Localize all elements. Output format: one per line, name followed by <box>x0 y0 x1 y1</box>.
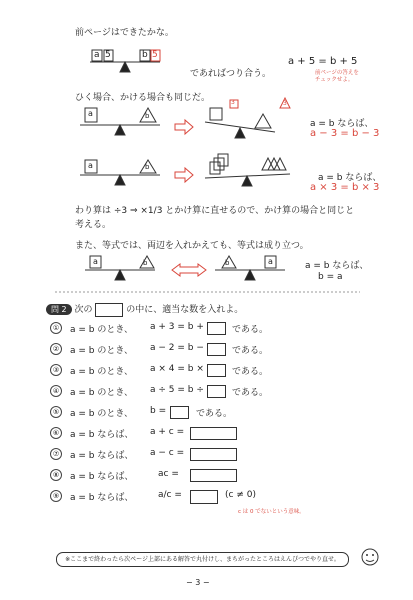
weight-label-5-red: 5 <box>152 50 158 60</box>
c-note: c は 0 でないという意味。 <box>238 509 305 515</box>
weight-label-b-2: b <box>145 112 150 120</box>
question-expression: a + 3 = b + <box>150 322 204 332</box>
swap-text: また、等式では、両辺を入れかえても、等式は成り立つ。 <box>75 241 309 251</box>
weight-label-3-triangle: 3 <box>283 100 287 107</box>
weight-label-b-5: b <box>225 259 230 267</box>
question-condition: a = b ならば、 <box>70 493 134 503</box>
question-condition: a = b のとき、 <box>70 409 133 419</box>
question-number: ③ <box>50 364 62 376</box>
question-end: である。 <box>196 409 233 419</box>
if-a-eq-b-3: a = b ならば、 <box>305 261 369 271</box>
weight-label-5: 5 <box>105 50 111 60</box>
question-expression: a − 2 = b − <box>150 343 204 353</box>
intro-text: 前ページはできたかな。 <box>75 28 174 38</box>
question-number: ④ <box>50 385 62 397</box>
weight-label-a: a <box>94 50 100 60</box>
if-a-eq-b-2: a = b ならば、 <box>318 173 382 183</box>
question-condition: a = b のとき、 <box>70 388 133 398</box>
division-text-1: わり算は ÷3 ⇒ ×1/3 とかけ算に直せるので、かけ算の場合と同じと <box>75 206 355 216</box>
question-number: ⑧ <box>50 469 62 481</box>
if-a-eq-b-1: a = b ならば、 <box>310 119 374 129</box>
weight-label-a-5: a <box>268 257 273 266</box>
question-condition: a = b ならば、 <box>70 472 134 482</box>
question-end: である。 <box>232 346 269 356</box>
balance-text: であればつり合う。 <box>190 69 272 79</box>
question-expression: a + c = <box>150 427 185 437</box>
question-number: ② <box>50 343 62 355</box>
weight-label-a-3: a <box>88 161 93 170</box>
sub-mul-title: ひく場合、かける場合も同じだ。 <box>75 93 211 103</box>
question-expression: a ÷ 5 = b ÷ <box>150 385 204 395</box>
question-number: ⑨ <box>50 490 62 502</box>
question-number: ① <box>50 322 62 334</box>
question-end: である。 <box>232 388 269 398</box>
question-expression: b = <box>150 406 167 416</box>
question-end: である。 <box>232 367 269 377</box>
weight-label-b-3: b <box>145 163 150 171</box>
question-expression: ac = <box>158 469 179 479</box>
question-expression: a × 4 = b × <box>150 364 204 374</box>
question-expression: a/c = <box>158 490 182 500</box>
equation-add: a + 5 = b + 5 <box>288 56 358 67</box>
page-number: − 3 − <box>186 578 210 587</box>
equation-b-eq-a: b = a <box>318 272 343 282</box>
question-end: (c ≠ 0) <box>225 490 256 500</box>
footer-instruction: ※ここまで終わったら次ページ上部にある解答で丸付けし、まちがったところはえんぴつでやり直せ。 <box>56 552 349 567</box>
question-number: ⑦ <box>50 448 62 460</box>
equation-mul: a × 3 = b × 3 <box>310 182 380 193</box>
problem-title-pre: 次の <box>74 305 93 315</box>
weight-label-a-2: a <box>88 109 93 118</box>
question-number: ⑥ <box>50 427 62 439</box>
weight-label-a-4: a <box>93 257 98 266</box>
weight-label-b-4: b <box>143 259 148 267</box>
question-expression: a − c = <box>150 448 185 458</box>
question-condition: a = b ならば、 <box>70 430 134 440</box>
problem-title-post: の中に、適当な数を入れよ。 <box>126 305 244 315</box>
question-number: ⑤ <box>50 406 62 418</box>
weight-label-3-square: 3 <box>231 99 235 106</box>
weight-label-b: b <box>142 50 148 60</box>
equation-sub: a − 3 = b − 3 <box>310 128 380 139</box>
problem-badge: 問 2 <box>46 304 72 315</box>
check-note: 前ページの答えをチェックせよ。 <box>315 70 359 83</box>
question-condition: a = b のとき、 <box>70 367 133 377</box>
question-end: である。 <box>232 325 269 335</box>
division-text-2: 考える。 <box>75 220 112 230</box>
question-condition: a = b のとき、 <box>70 325 133 335</box>
question-condition: a = b のとき、 <box>70 346 133 356</box>
question-condition: a = b ならば、 <box>70 451 134 461</box>
